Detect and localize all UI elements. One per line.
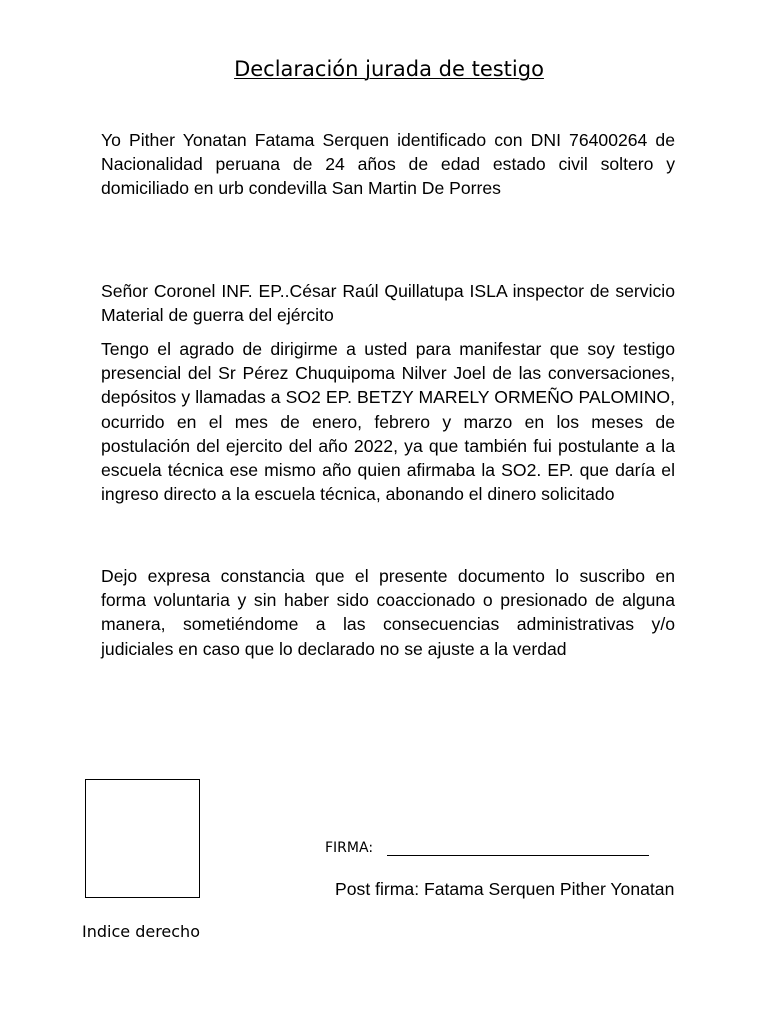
testimony-paragraph: Tengo el agrado de dirigirme a usted para manifestar que soy testigo presencial del Sr Pérez Chuquipoma Nilver Joel de las conversaciones, depósitos y llamadas a SO2 EP. BETZY MARELY ORMEÑO PALOMINO, ocurrido en el mes de enero, febrero y marzo en los meses de postulación del ejercito del año 2022, ya que también fui postulante a la escuela técnica ese mismo año quien afirmaba la SO2. EP. que daría el ingreso directo a la escuela técnica, abonando el dinero solicitado — [101, 339, 675, 505]
identity-paragraph: Yo Pither Yonatan Fatama Serquen identificado con DNI 76400264 de Nacionalidad peruana de 24 años de edad estado civil soltero y domiciliado en urb condevilla San Martin De Porres — [101, 130, 675, 199]
declaration-paragraph: Dejo expresa constancia que el presente documento lo suscribo en forma voluntaria y sin haber sido coaccionado o presionado de alguna manera, sometiéndome a las consecuencias administrativas y/o judiciales en caso que lo declarado no se ajuste a la verdad — [101, 566, 675, 659]
document-title: Declaración jurada de testigo — [234, 57, 544, 81]
addressee-paragraph: Señor Coronel INF. EP..César Raúl Quillatupa ISLA inspector de servicio Material de guerra del ejército — [101, 281, 675, 326]
signature-row — [325, 835, 665, 861]
post-signature-name: Post firma: Fatama Serquen Pither Yonatan — [335, 879, 675, 899]
signature-line — [387, 855, 649, 856]
signature-label: FIRMA: — [325, 840, 374, 856]
fingerprint-box — [85, 779, 200, 898]
fingerprint-caption: Indice derecho — [82, 922, 200, 941]
